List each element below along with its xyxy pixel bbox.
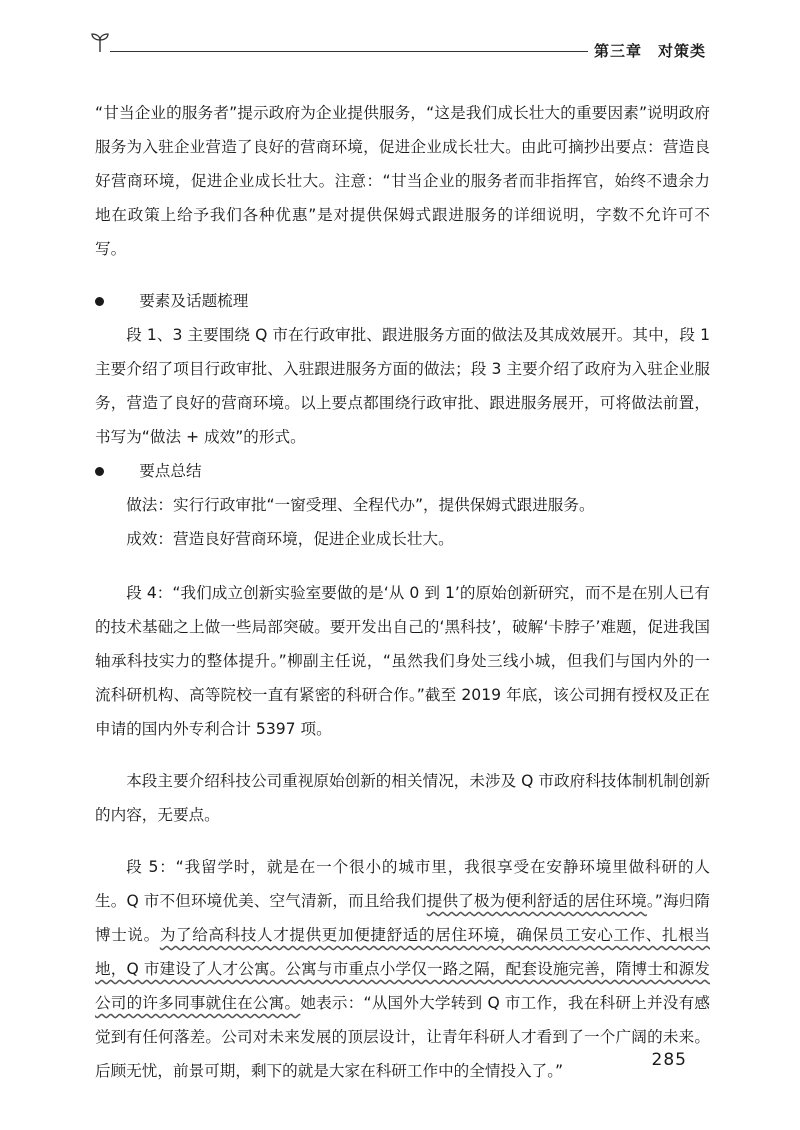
paragraph-elements-summary: 段 1、3 主要围绕 Q 市在行政审批、跟进服务方面的做法及其成效展开。其中，段 1 主要介绍了项目行政审批、入驻跟进服务方面的做法；段 3 主要介绍了政府为入驻企业服务，营造了良好的营商环境。以上要点都围绕行政审批、跟进服务展开，可将做法前置，书写为“做法 + 成效”的形式。 [95,326,710,446]
bullet-icon [95,467,104,476]
key-point-measure: 做法：实行行政审批“一窗受理、全程代办”，提供保姆式跟进服务。 [126,496,595,514]
page-number: 285 [651,1050,687,1070]
paragraph-analysis-4: 本段主要介绍科技公司重视原始创新的相关情况，未涉及 Q 市政府科技体制机制创新的内容，无要点。 [95,772,710,824]
paragraph-quote-4: 段 4：“我们成立创新实验室要做的是‘从 0 到 1’的原始创新研究，而不是在别人已有的技术基础之上做一些局部突破。要开发出自己的‘黑科技’，破解‘卡脖子’难题，促进我国轴承科技实力的整体提升。”柳副主任说，“虽然我们身处三线小城，但我们与国内外的一流科研机构、高等院校一直有紧密的科研合作。”截至 2019 年底，该公司拥有授权及正在申请的国内外专利合计 5397 项。 [95,584,710,738]
quote-text: 她表示：“从国外大学转到 Q 市工作，我在科研上并没有感觉到有任何落差。公司对未来发展的顶层设计，让青年科研人才看到了一个广阔的未来。后顾无忧，前景可期，剩下的就是大家在科研工作中的全情投入了。” [95,994,710,1080]
bullet-icon [95,297,104,306]
paragraph-quote-5 [95,850,710,1088]
section-heading-key-points [95,454,710,488]
page-body [95,96,710,1088]
section-heading-label: 要素及话题梳理 [139,292,249,310]
key-point-effect: 成效：营造良好营商环境，促进企业成长壮大。 [126,530,454,548]
section-heading-label: 要点总结 [139,462,202,480]
paragraph-analysis-1: “甘当企业的服务者”提示政府为企业提供服务，“这是我们成长壮大的重要因素”说明政府服务为入驻企业营造了良好的营商环境，促进企业成长壮大。由此可摘抄出要点：营造良好营商环境，促进企业成长壮大。注意：“甘当企业的服务者而非指挥官，始终不遗余力地在政策上给予我们各种优惠”是对提供保姆式跟进服务的详细说明，字数不允许可不写。 [95,104,710,258]
sprout-icon [88,30,112,54]
underlined-text: 提供了极为便利舒适的居住环境 [426,892,647,910]
quote-text: 段 5：“我留学时，就是在一个很小的城市里，我很享受在安静环境里做科研的人生。Q 市不但环境优美、空气清新，而且给我们 [95,858,710,910]
page-header [88,30,706,60]
header-rule [110,51,588,52]
section-heading-elements [95,284,710,318]
chapter-title: 第三章 对策类 [593,42,706,60]
quote-text: 。”海归隋博士说。 [95,892,710,944]
underlined-text: 为了给高科技人才提供更加便捷舒适的居住环境，确保员工安心工作、扎根当地，Q 市建设了人才公寓。公寓与市重点小学仅一路之隔，配套设施完善，隋博士和源发公司的许多同事就住在公寓。 [95,926,710,1012]
